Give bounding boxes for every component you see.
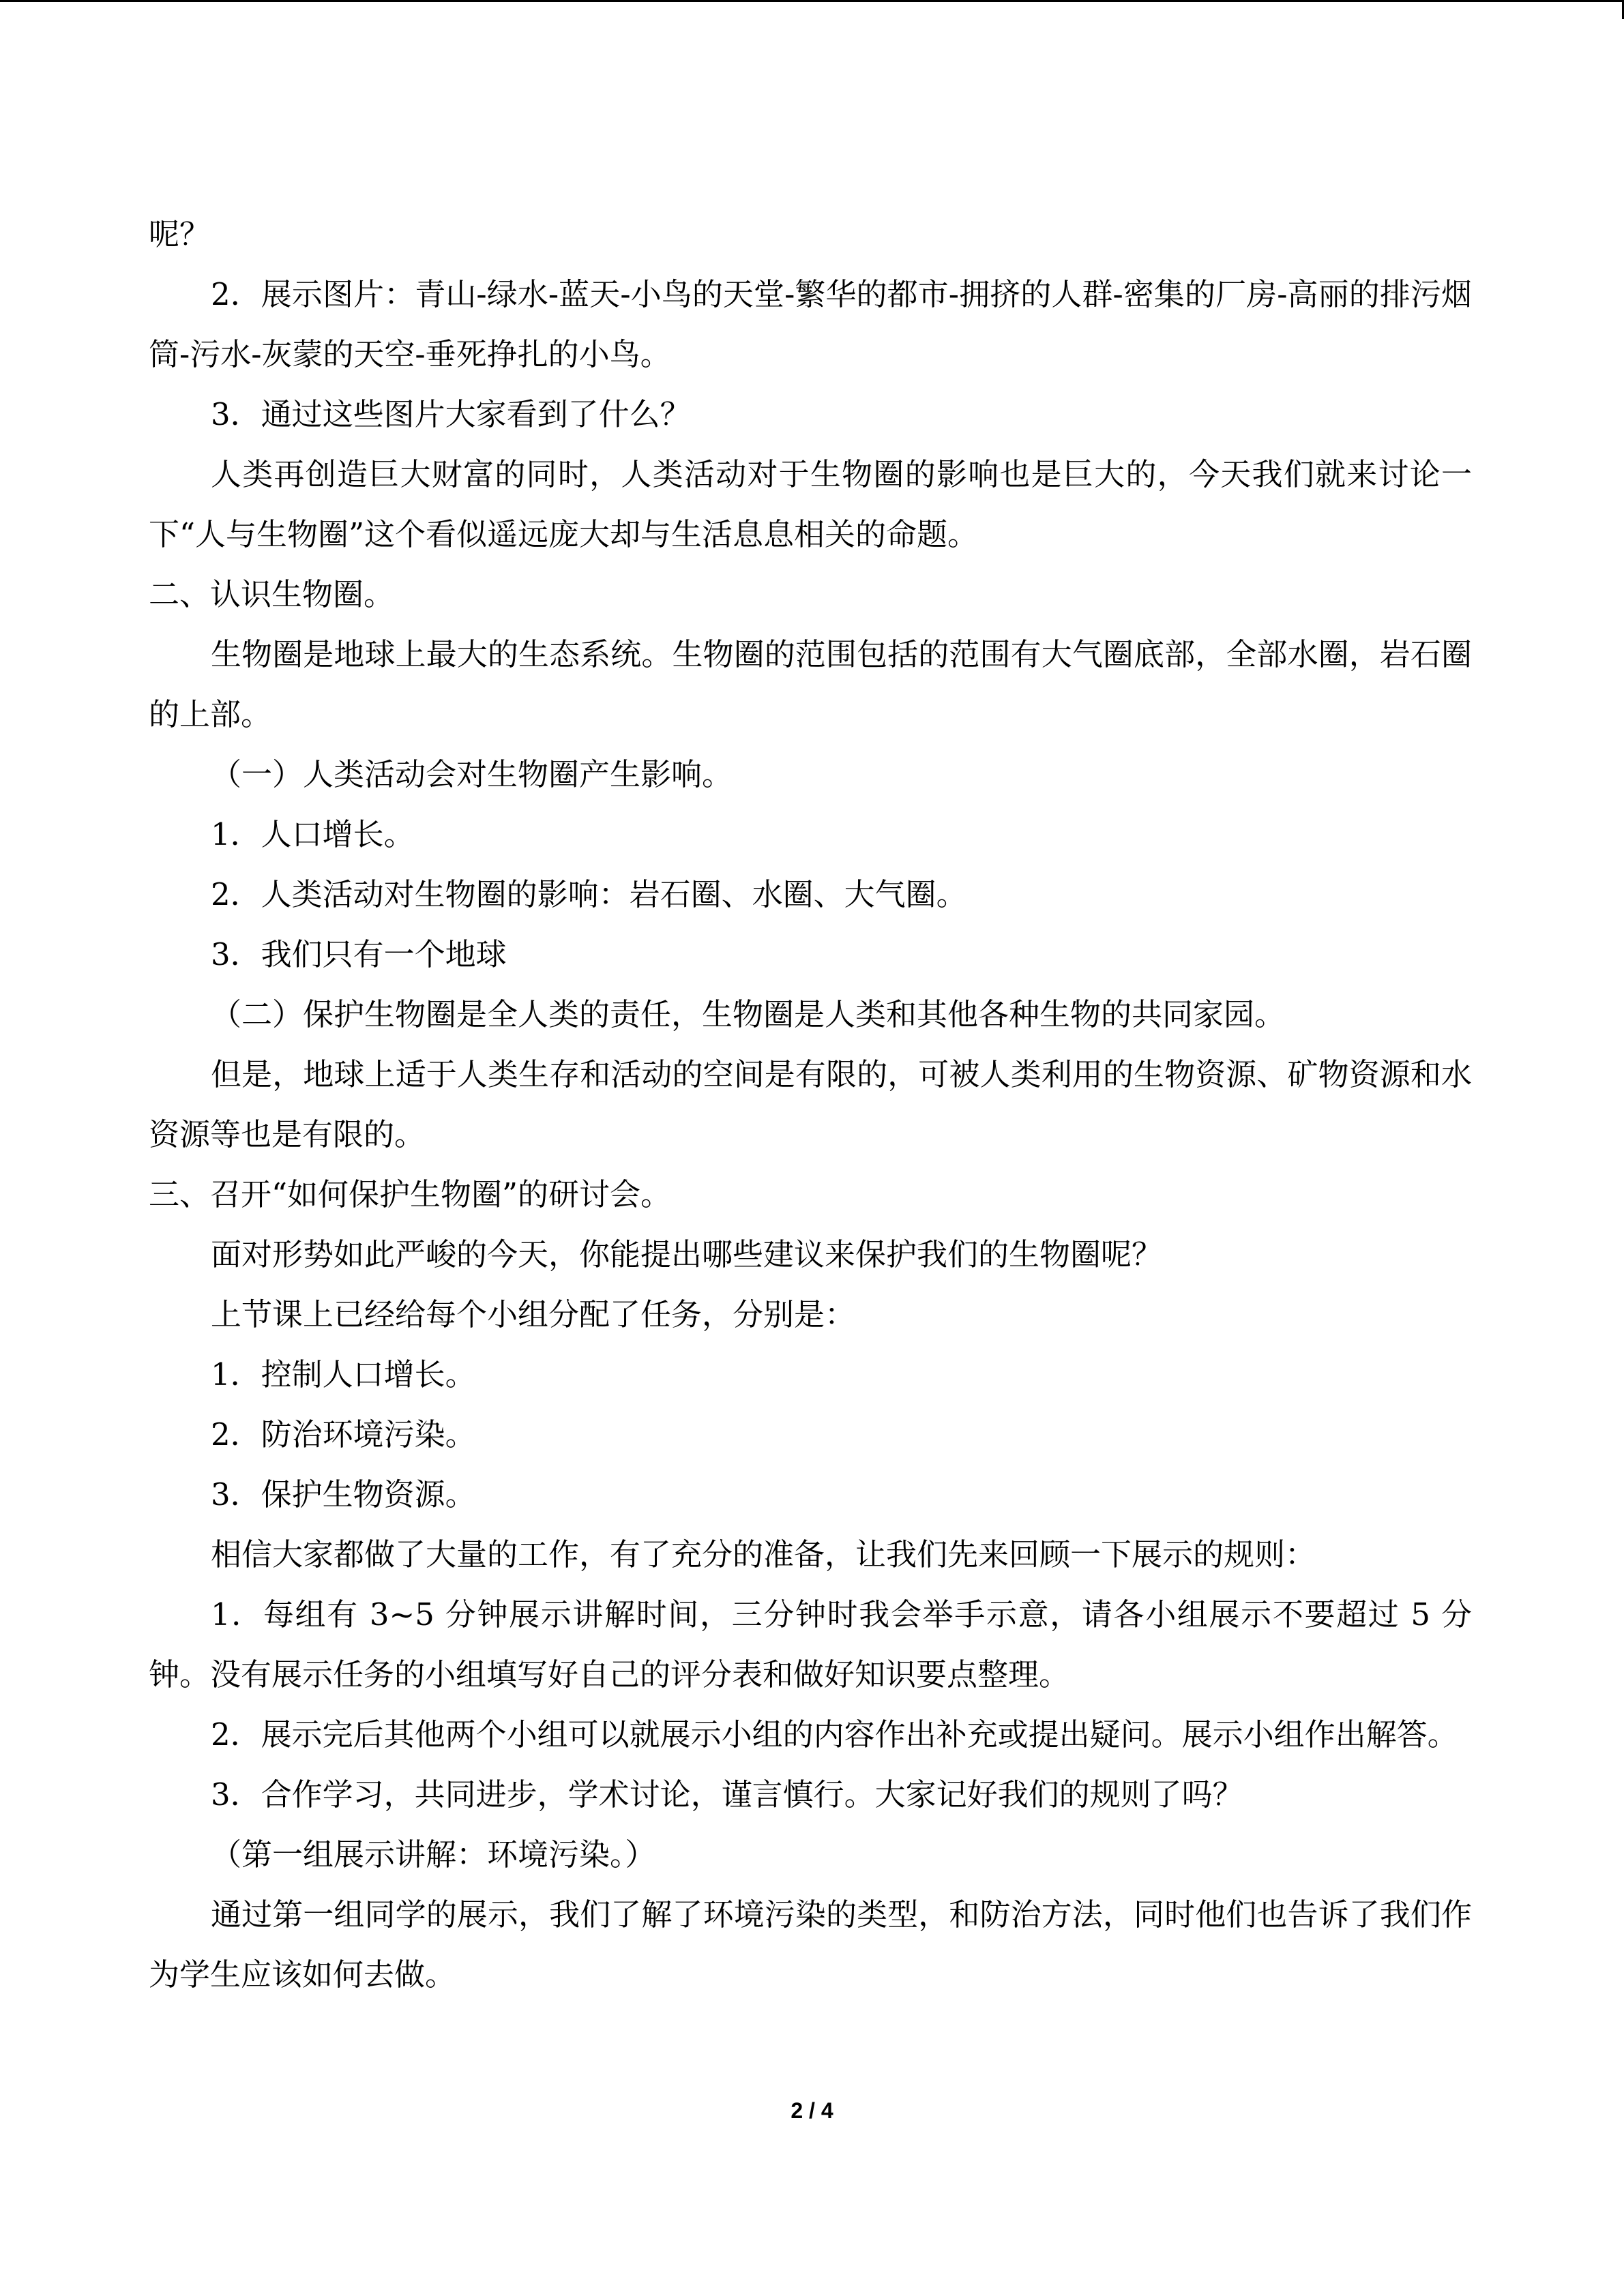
- paragraph: 但是，地球上适于人类生存和活动的空间是有限的，可被人类利用的生物资源、矿物资源和水资源等也是有限的。: [149, 1056, 1472, 1152]
- paragraph: 人类再创造巨大财富的同时，人类活动对于生物圈的影响也是巨大的，今天我们就来讨论一下“人与生物圈”这个看似遥远庞大却与生活息息相关的命题。: [149, 456, 1472, 552]
- paragraph: 相信大家都做了大量的工作，有了充分的准备，让我们先来回顾一下展示的规则：: [211, 1536, 1316, 1572]
- paragraph: 2．防治环境污染。: [211, 1416, 476, 1452]
- paragraph: 1．控制人口增长。: [211, 1356, 476, 1392]
- paragraph: 3．合作学习，共同进步，学术讨论，谨言慎行。大家记好我们的规则了吗？: [211, 1776, 1243, 1813]
- paragraph: 三、召开“如何保护生物圈”的研讨会。: [149, 1176, 672, 1212]
- paragraph: 2．展示图片：青山-绿水-蓝天-小鸟的天堂-繁华的都市-拥挤的人群-密集的厂房-高丽的排污烟筒-污水-灰蒙的天空-垂死挣扎的小鸟。: [149, 276, 1472, 372]
- paragraph: （二）保护生物圈是全人类的责任，生物圈是人类和其他各种生物的共同家园。: [211, 996, 1286, 1032]
- paragraph: （一）人类活动会对生物圈产生影响。: [211, 756, 733, 792]
- paragraph: 通过第一组同学的展示，我们了解了环境污染的类型，和防治方法，同时他们也告诉了我们作为学生应该如何去做。: [149, 1896, 1472, 1993]
- paragraph: 1．人口增长。: [211, 816, 415, 852]
- paragraph: 2．人类活动对生物圈的影响：岩石圈、水圈、大气圈。: [211, 876, 967, 912]
- paragraph: 3．通过这些图片大家看到了什么？: [211, 396, 691, 432]
- paragraph: 3．保护生物资源。: [211, 1476, 476, 1512]
- page-top-border: [0, 0, 1624, 2]
- paragraph: 上节课上已经给每个小组分配了任务，分别是：: [211, 1296, 856, 1332]
- paragraph: 2．展示完后其他两个小组可以就展示小组的内容作出补充或提出疑问。展示小组作出解答。: [211, 1716, 1458, 1753]
- paragraph: 生物圈是地球上最大的生态系统。生物圈的范围包括的范围有大气圈底部，全部水圈，岩石圈的上部。: [149, 636, 1472, 732]
- paragraph: 1．每组有 3~5 分钟展示讲解时间，三分钟时我会举手示意，请各小组展示不要超过 5 分钟。没有展示任务的小组填写好自己的评分表和做好知识要点整理。: [149, 1596, 1472, 1693]
- paragraph: 3．我们只有一个地球: [211, 936, 507, 972]
- paragraph: 面对形势如此严峻的今天，你能提出哪些建议来保护我们的生物圈呢？: [211, 1236, 1163, 1272]
- page-number: 2 / 4: [791, 2098, 833, 2123]
- paragraph: 呢？: [149, 216, 211, 252]
- paragraph: 二、认识生物圈。: [149, 576, 395, 612]
- paragraph: （第一组展示讲解：环境污染。）: [211, 1836, 656, 1873]
- document-body: [149, 205, 1472, 2005]
